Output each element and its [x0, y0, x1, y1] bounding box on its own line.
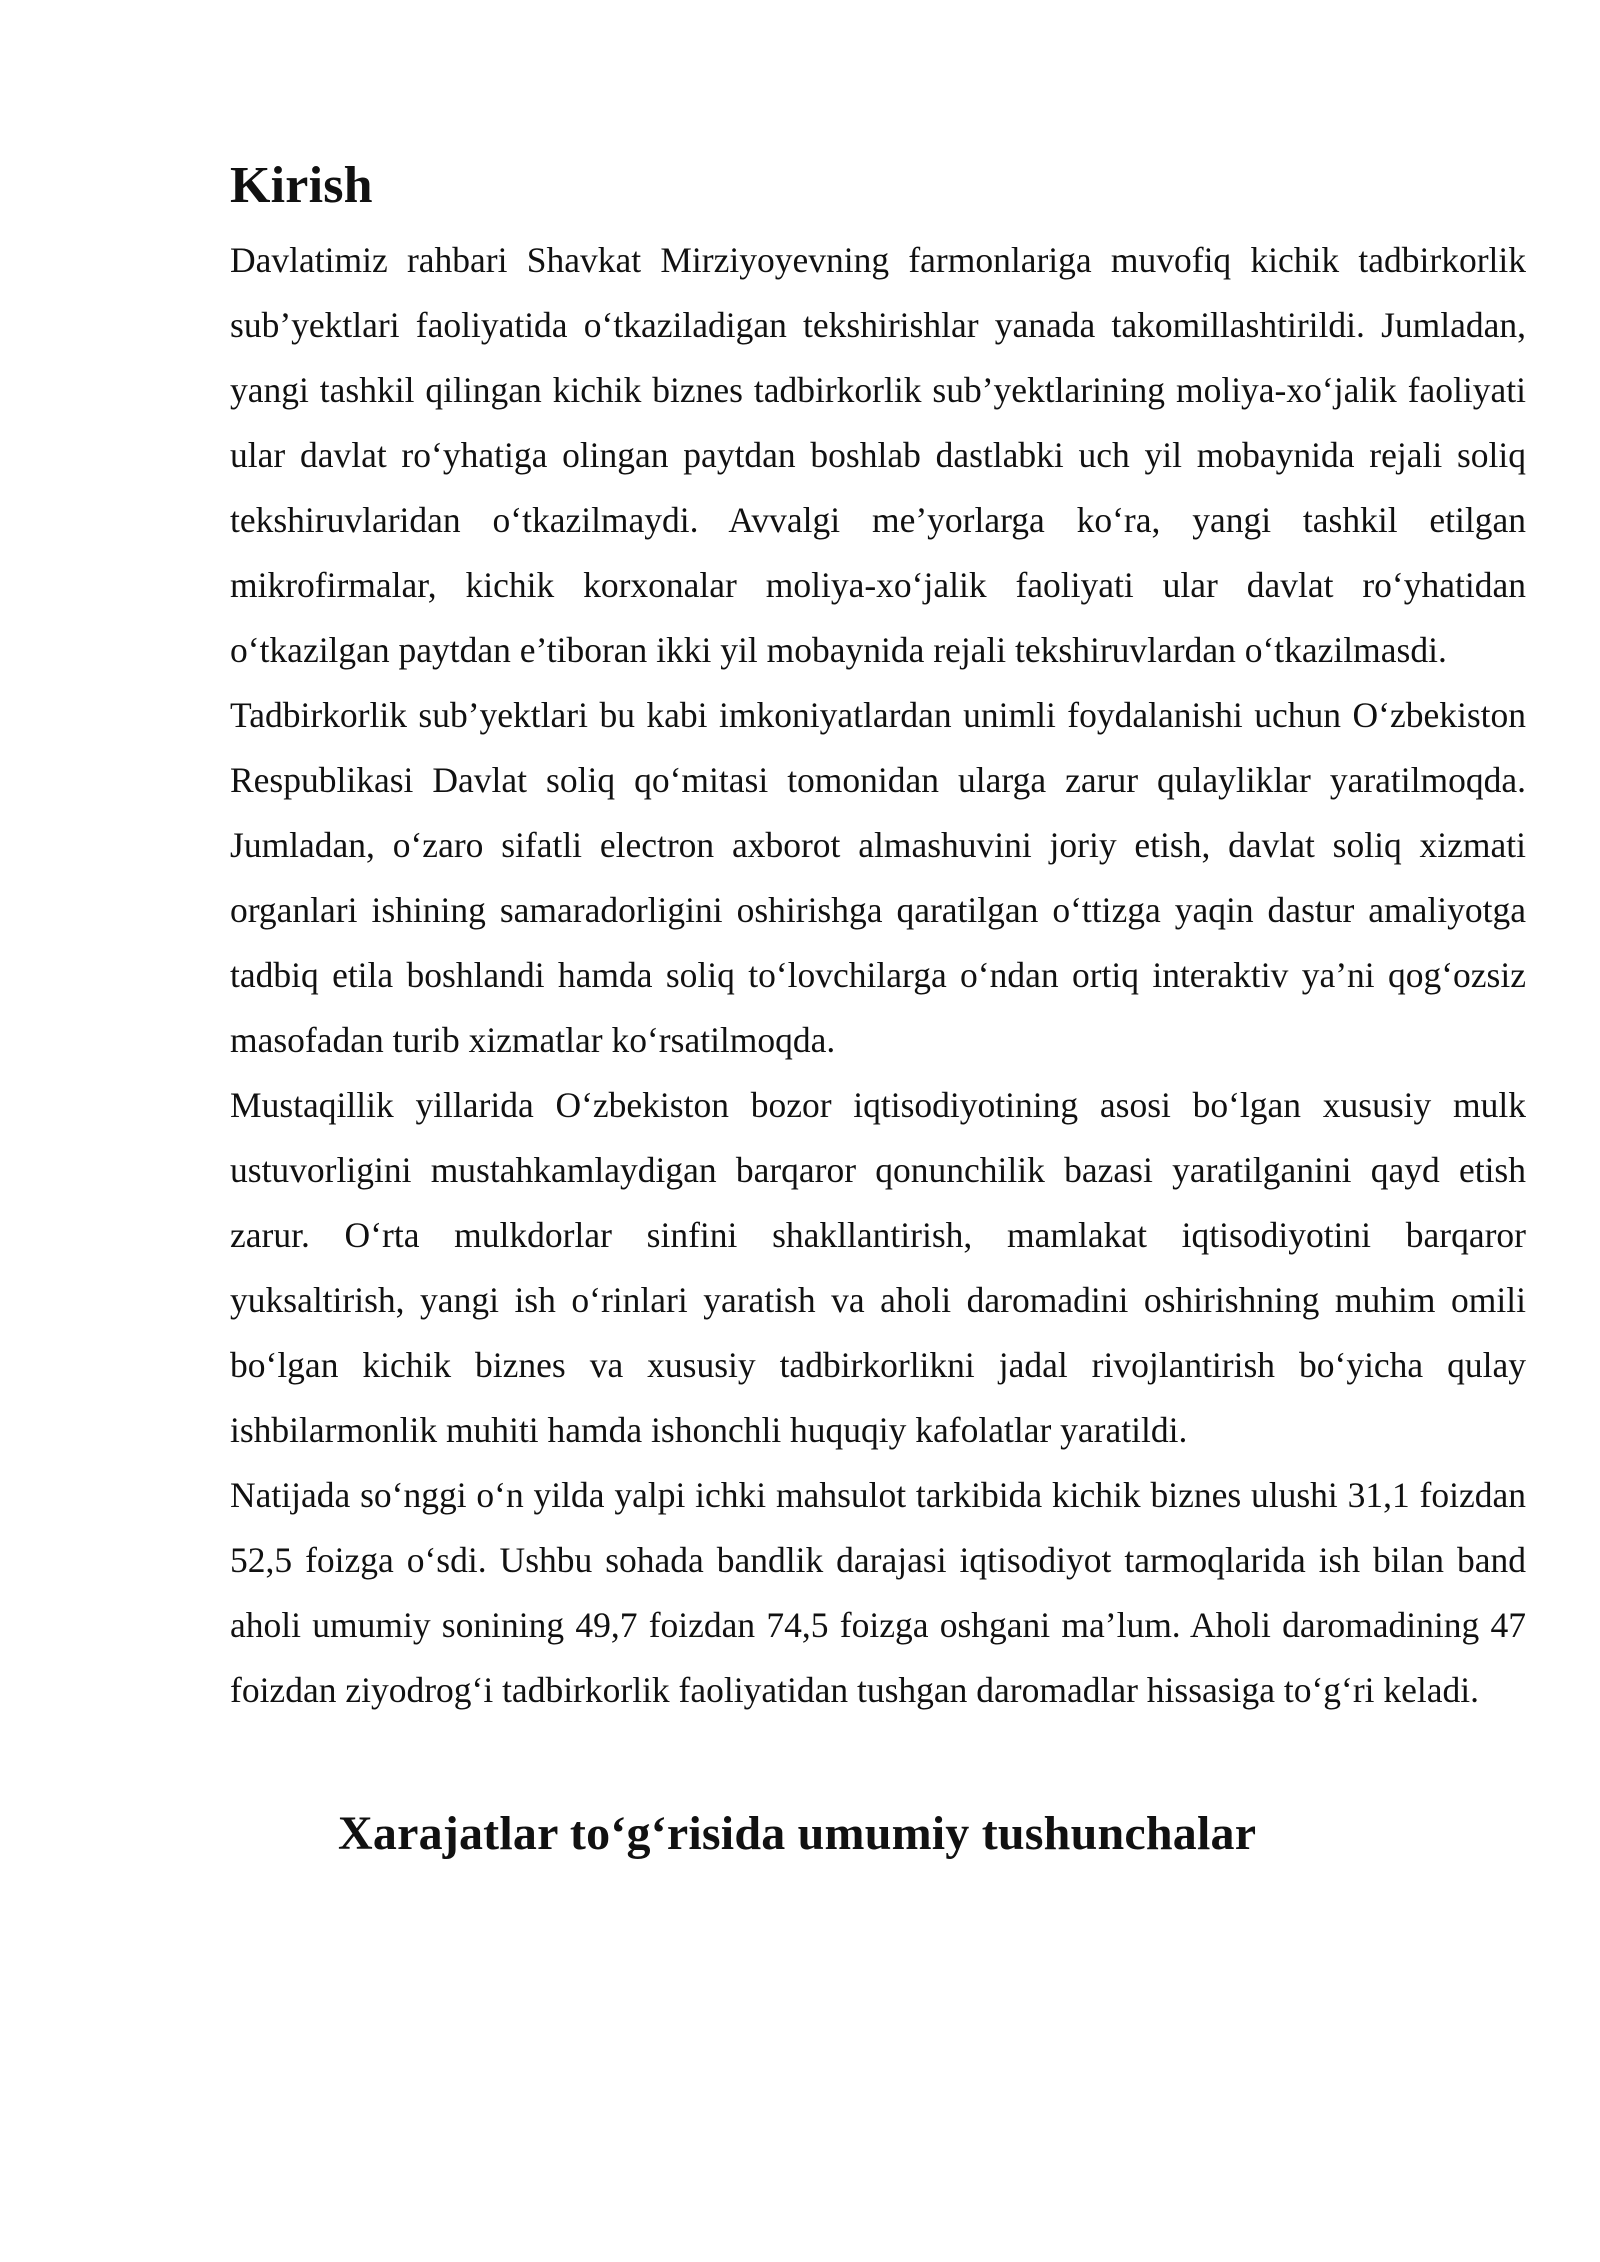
paragraph-3: Mustaqillik yillarida O‘zbekiston bozor iqtisodiyotining asosi bo‘lgan xususiy mulk ustuvorligini mustahkamlaydigan barqaror qonunchilik bazasi yaratilganini qayd etish zarur. O‘rta mulkdorlar sinfini shakllantirish, mamlakat iqtisodiyotini barqaror yuksaltirish, yangi ish o‘rinlari yaratish va aholi daromadini oshirishning muhim omili bo‘lgan kichik biznes va xususiy tadbirkorlikni jadal rivojlantirish bo‘yicha qulay ishbilarmonlik muhiti hamda ishonchli huquqiy kafolatlar yaratildi. [230, 1085, 1526, 1450]
paragraph-4: Natijada so‘nggi o‘n yilda yalpi ichki mahsulot tarkibida kichik biznes ulushi 31,1 foizdan 52,5 foizga o‘sdi. Ushbu sohada bandlik darajasi iqtisodiyot tarmoqlarida ish bilan band aholi umumiy sonining 49,7 foizdan 74,5 foizga oshgani ma’lum. Aholi daromadining 47 foizdan ziyodrog‘i tadbirkorlik faoliyatidan tushgan daromadlar hissasiga to‘g‘ri keladi. [230, 1475, 1526, 1710]
paragraph-1: Davlatimiz rahbari Shavkat Mirziyoyevning farmonlariga muvofiq kichik tadbirkorlik sub’yektlari faoliyatida o‘tkaziladigan tekshirishlar yanada takomillashtirildi. Jumladan, yangi tashkil qilingan kichik biznes tadbirkorlik sub’yektlarining moliya-xo‘jalik faoliyati ular davlat ro‘yhatiga olingan paytdan boshlab dastlabki uch yil mobaynida rejali soliq tekshiruvlaridan o‘tkazilmaydi. Avvalgi me’yorlarga ko‘ra, yangi tashkil etilgan mikrofirmalar, kichik korxonalar moliya-xo‘jalik faoliyati ular davlat ro‘yhatidan o‘tkazilgan paytdan e’tiboran ikki yil mobaynida rejali tekshiruvlardan o‘tkazilmasdi. [230, 240, 1526, 670]
page-title: Kirish [230, 157, 373, 214]
section-heading: Xarajatlar to‘g‘risida umumiy tushunchalar [338, 1807, 1257, 1860]
paragraph-2: Tadbirkorlik sub’yektlari bu kabi imkoniyatlardan unimli foydalanishi uchun O‘zbekiston Respublikasi Davlat soliq qo‘mitasi tomonidan ularga zarur qulayliklar yaratilmoqda. Jumladan, o‘zaro sifatli electron axborot almashuvini joriy etish, davlat soliq xizmati organlari ishining samaradorligini oshirishga qaratilgan o‘ttizga yaqin dastur amaliyotga tadbiq etila boshlandi hamda soliq to‘lovchilarga o‘ndan ortiq interaktiv ya’ni qog‘ozsiz masofadan turib xizmatlar ko‘rsatilmoqda. [230, 695, 1526, 1060]
document-page [230, 150, 1526, 1867]
